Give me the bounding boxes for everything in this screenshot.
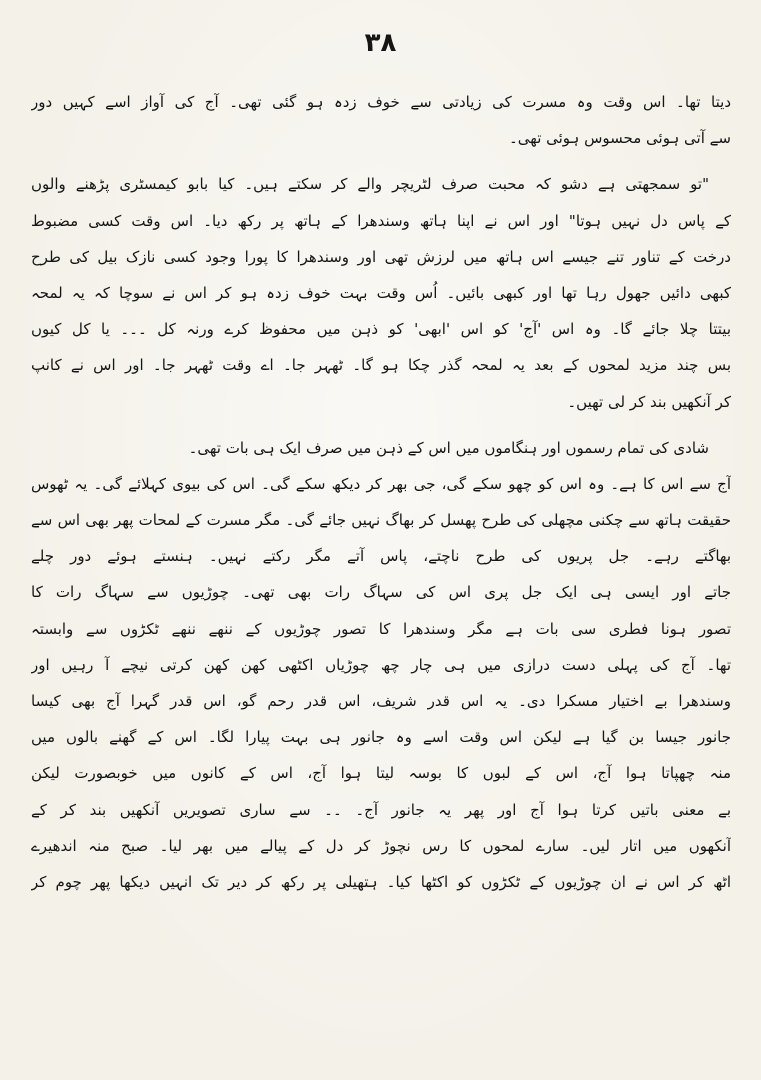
text-line: کے پاس دل نہیں ہوتا" اور اس نے اپنا ہاتھ وسندھرا کے ہاتھ پر رکھ دیا۔ اس وقت کسی مضبوط [31,211,731,230]
text-line: تصور ہونا فطری سی بات ہے مگر وسندھرا کا تصور چوڑیوں کے ننھے ننھے ٹکڑوں سے وابستہ [31,619,731,638]
text-line: کبھی دائیں جھول رہا تھا اور کبھی بائیں۔ اُس وقت بہت خوف زدہ ہو کر اس نے سوچا کہ یہ لمحہ [31,283,731,302]
text-line: بھاگتے رہے۔ جل پریوں کی طرح ناچتے، پاس آتے مگر رکتے نہیں۔ ہنستے ہوئے دور چلے [31,547,731,566]
text-line: حقیقت ہاتھ سے چکنی مچھلی کی طرح پھسل کر بھاگ نہیں جائے گی۔ مگر مسرت کے لمحات پھر بھی اس سے [31,511,731,530]
text-line: کر آنکھیں بند کر لی تھیں۔ [567,392,731,411]
text-line: سے آتی ہوئی محسوس ہوئی تھی۔ [508,129,731,148]
text-line: آج سے اس کا ہے۔ وہ اس کو چھو سکے گی، جی بھر کر دیکھ سکے گی۔ اس کی بیوی کہلائے گی۔ یہ ٹھوس [31,474,731,493]
text-line: "تو سمجھتی ہے دشو کہ محبت صرف لٹریچر والے کر سکتے ہیں۔ کیا بابو کیمسٹری پڑھنے والوں [31,175,709,194]
page-number: ۳۸ [364,28,397,58]
text-line: بیتتا چلا جائے گا۔ وہ اس 'آج' کو اس 'ابھی' کو ذہن میں محفوظ کرے ورنہ کل ۔۔۔ یا کل کیوں [31,320,731,339]
text-line: جاتے اور ایسی ہی ایک جل پری اس کی سہاگ رات بھی تھی۔ چوڑیوں سے سہاگ رات کا [31,583,731,602]
text-line: بے معنی باتیں کرتا ہوا آج اور پھر یہ جانور آج۔ ۔۔ سے ساری تصویریں آنکھیں بند کر کے [31,800,731,819]
text-line: تھا۔ آج کی پہلی دست درازی میں ہی چار چھ چوڑیاں اکٹھی کھن کھن کرتی نیچے آ رہیں اور [31,655,731,674]
text-line: آنکھوں میں اتار لیں۔ سارے لمحوں کا رس نچوڑ کر دل کے پیالے میں بھر لیا۔ صبح منہ اندھیرے [31,836,731,855]
page-text [31,84,731,900]
text-line: دیتا تھا۔ اس وقت وہ مسرت کی زیادتی سے خوف زدہ ہو گئی تھی۔ آج کی آواز اسے کہیں دور [31,93,731,111]
text-line: بس چند مزید لمحوں کے بعد یہ لمحہ گذر چکا ہو گا۔ ٹھہر جا۔ اے وقت ٹھہر جا۔ اور اس نے کانپ [31,356,731,375]
text-line: وسندھرا بے اختیار مسکرا دی۔ یہ اس قدر شریف، اس قدر رحم گو، اس قدر گہرا آج بھی کیسا [31,692,731,710]
text-line: اٹھ کر اس نے ان چوڑیوں کے ٹکڑوں کو اکٹھا کیا۔ ہتھیلی پر رکھ کر دیر تک انہیں دیکھا پھر چوم کر [31,872,731,891]
text-line: درخت کے تناور تنے جیسے اس ہاتھ میں لرزش تھی اور وسندھرا کا پورا وجود کسی نازک بیل کی طرح [31,247,731,266]
text-line: جانور جیسا بن گیا ہے لیکن اس وقت اسے وہ جانور ہی بہت پیارا لگا۔ اس کے گھنے بالوں میں [31,728,731,747]
text-line: منہ چھپاتا ہوا آج، اس کے لبوں کا بوسہ لیتا ہوا آج، اس کے کانوں میں خوبصورت لیکن [31,764,731,783]
text-line: شادی کی تمام رسموں اور ہنگاموں میں اس کے ذہن میں صرف ایک ہی بات تھی۔ [188,438,709,457]
